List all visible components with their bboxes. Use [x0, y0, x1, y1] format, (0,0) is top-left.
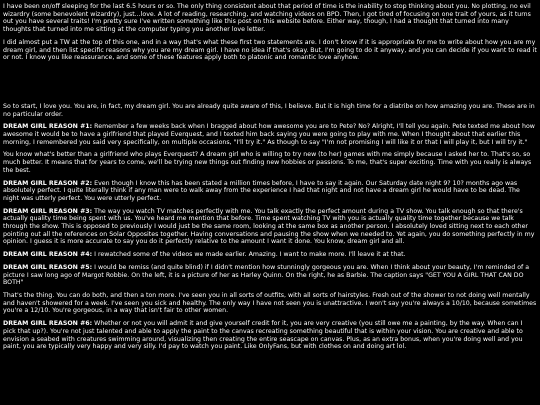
reason-4-text: I rewatched some of the videos we made earlier. Amazing. I want to make more. I'll leave it at that. [94, 251, 406, 259]
reason-2-text: Even though I know this has been stated a million times before, I have to say it again. Our Saturday date night 9? 10? months ago was absolutely perfect. I quite literally think if any man were to walk away from the experience I had that night and not have a dream girl he would have to be dead. The night was utterly perfect. You were utterly perfect. [3, 179, 520, 202]
letter-body [3, 3, 537, 403]
reason-4-label: DREAM GIRL REASON #4: [3, 251, 93, 259]
reason-1-followup: You know what's better than a girlfriend who plays Everquest? A dream girl who is willing to try new (to her) games with me simply because I asked her to. That's so, so much better. It means that for years to come, we'll be trying new things out finding new hobbies or passions. To me, that's super exciting. Time with you really is always the best. [3, 151, 532, 174]
reason-1-label: DREAM GIRL REASON #1: [3, 123, 93, 131]
reason-5-followup: That's the thing. You can do both, and then a ton more. I've seen you in all sorts of outfits, with all sorts of hairstyles. Fresh out of the shower to not doing well mentally and haven't showered for a week. I've seen you sick and healthy. The only way I have not seen you is unattractive. I won't say you're always a 10/10, because sometimes you're a 12/10. You're gorgeous, in a way that isn't fair to other women. [3, 291, 537, 315]
reason-6-text: Whether or not you will admit it and give yourself credit for it, you are very creative (you still owe me a painting, by the way. When can I pick that up?). You're not just talented and able to apply the paint to the canvas recreating something beautiful that is within your vision. You are creative and able to envision a seabed with creatures swimming around, visualizing then creating the entire seascape on canvas. Plus, as an extra bonus, when you're doing well and you paint, you are typically very happy and very silly. I'd pay to watch you paint. Like OnlyFans, but with clothes on and doing art lol. [3, 320, 523, 351]
reason-1-paragraph [3, 123, 537, 146]
reason-3-paragraph [3, 208, 537, 247]
reason-3-label: DREAM GIRL REASON #3: [3, 207, 93, 215]
reason-1-text: Remember a few weeks back when I bragged about how awesome you are to Pete? No? Alright, I'll tell you again. Pete texted me about how awesome it would be to have a girlfriend that played Everquest, and I texted him back saying you were going to play with me. When I thought about that earlier this morning, I remembered you said very specifically, on multiple occasions, "I'll try it." As though to say "I'm not promising I will like it or that I will play it, but I will try it." [3, 123, 535, 146]
intro-paragraph-1: I have been on/off sleeping for the last 6.5 hours or so. The only thing consistent about that period of time is the inability to stop thinking about you. No plotting, no evil wizardry (some benevolent wizardry), just...love. A lot of reading, researching, and watching videos on BPD. Then, I got tired of focusing on one trait of yours, as it turns out you have several traits! I'm pretty sure I've written something like this post on this website before. Either way, though, I had a thought that turned into many thoughts that turned into me sitting at the computer typing you another love letter. [3, 3, 531, 34]
reason-4-paragraph [3, 251, 537, 259]
reason-5-text: I would be remiss (and quite blind) if I didn't mention how stunningly gorgeous you are. When I think about your beauty, I'm reminded of a picture I saw long ago of Margot Robbie. On the left, it is a picture of her as Harley Quinn. On the right, he as Barbie. The caption says "GET YOU A GIRL THAT CAN DO BOTH" [3, 263, 530, 287]
reason-5-label: DREAM GIRL REASON #5: [3, 263, 93, 271]
reason-3-text: The way you watch TV matches perfectly with me. You talk exactly the perfect amount during a TV show. You talk enough so that there's actually quality time being spent with us. You've heard me mention that before. Time spent watching TV with you is actually quality time together because we talk through the show. This is opposed to previously I would just be the same room, looking at the same box as another person. I absolutely loved sitting next to each other pointing out all the references on Solar Opposites together. Having conversations and pausing the show when we needed to. Yet again, you do something perfectly in my opinion. I guess it is more accurate to say you do it perfectly relative to the amount I want it done. You know, dream girl and all. [3, 207, 535, 246]
reason-5-paragraph [3, 264, 537, 287]
intro-paragraph-2: I did almost put a TW at the top of this one, and in a way that's what these first two statements are. I don't know if it is appropriate for me to write about how you are my dream girl, and then list specific reasons why you are my dream girl. I have no idea if that's okay. But, I'm going to do it anyway, and you can decide if you want to read it or not. I know you like reassurance, and some of these features apply both to platonic and romantic love anyhow. [3, 38, 537, 62]
reason-2-paragraph [3, 180, 537, 203]
reason-6-label: DREAM GIRL REASON #6: [3, 320, 93, 328]
intro-paragraph-3: So to start, I love you. You are, in fact, my dream girl. You are already quite aware of this, I believe. But it is high time for a diatribe on how amazing you are. These are in no particular order. [3, 102, 535, 118]
reason-6-paragraph [3, 320, 537, 351]
reason-2-label: DREAM GIRL REASON #2: [3, 179, 93, 187]
